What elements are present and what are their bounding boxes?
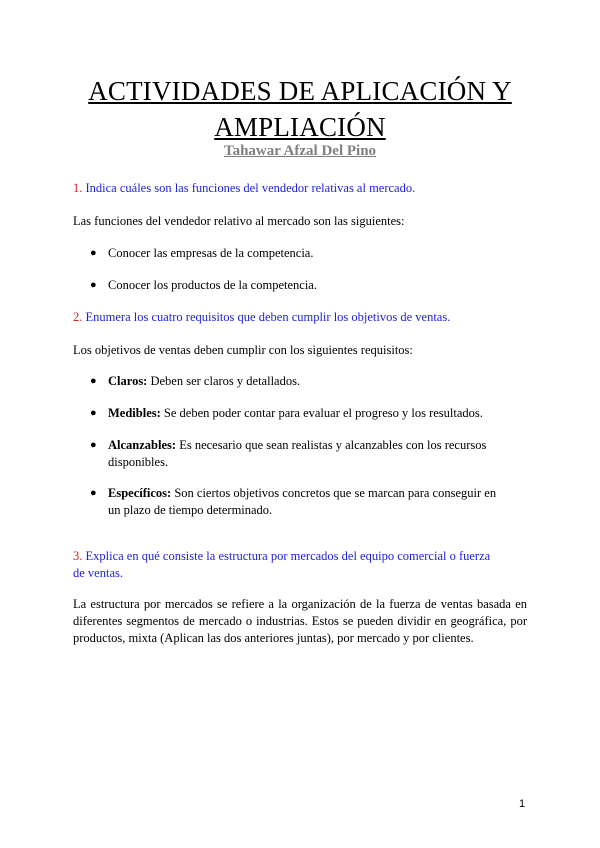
question-1-text: Indica cuáles son las funciones del vendedor relativas al mercado. [82,181,416,195]
question-3 [73,548,490,582]
bullet-icon: ● [90,247,97,259]
answer-3-paragraph: La estructura por mercados se refiere a la organización de la fuerza de ventas basada en diferentes segmentos de mercado o industrias. Estos se pueden dividir en geográfica, por productos, mixta (Aplican las dos anteriores juntas), por mercado y por clientes. [73,597,527,645]
requirement-term: Alcanzables: [108,438,177,452]
question-3-text-line-2: de ventas. [73,566,123,580]
document-title-line-1: ACTIVIDADES DE APLICACIÓN Y [88,76,512,106]
requirement-text: Se deben poder contar para evaluar el progreso y los resultados. [160,406,483,420]
question-2 [73,309,450,326]
requirement-text: Deben ser claros y detallados. [147,374,301,388]
bullet-text: Conocer los productos de la competencia. [108,278,317,292]
question-1-number: 1. [73,181,83,195]
bullet-text: Conocer las empresas de la competencia. [108,246,314,260]
question-1 [73,180,415,197]
requirement-term: Específicos: [108,486,172,500]
bullet-icon: ● [90,439,97,451]
bullet-icon: ● [90,279,97,291]
requirement-text: Es necesario que sean realistas y alcanzables con los recursos disponibles. [108,438,487,469]
requirement-text: Son ciertos objetivos concretos que se marcan para conseguir en un plazo de tiempo determinado. [108,486,497,517]
document-title-line-2: AMPLIACIÓN [214,112,386,142]
question-2-number: 2. [73,310,83,324]
bullet-icon: ● [90,407,97,419]
bullet-icon: ● [90,487,97,499]
requirement-term: Claros: [108,374,148,388]
page-number: 1 [519,798,526,810]
bullet-icon: ● [90,375,97,387]
question-3-text-line-1: Explica en qué consiste la estructura por mercados del equipo comercial o fuerza [82,549,491,563]
author-name: Tahawar Afzal Del Pino [223,143,377,159]
question-2-text: Enumera los cuatro requisitos que deben cumplir los objetivos de ventas. [82,310,451,324]
question-3-number: 3. [73,549,83,563]
answer-2-intro: Los objetivos de ventas deben cumplir con los siguientes requisitos: [73,343,413,357]
requirement-term: Medibles: [108,406,161,420]
answer-1-intro: Las funciones del vendedor relativo al mercado son las siguientes: [73,214,405,228]
